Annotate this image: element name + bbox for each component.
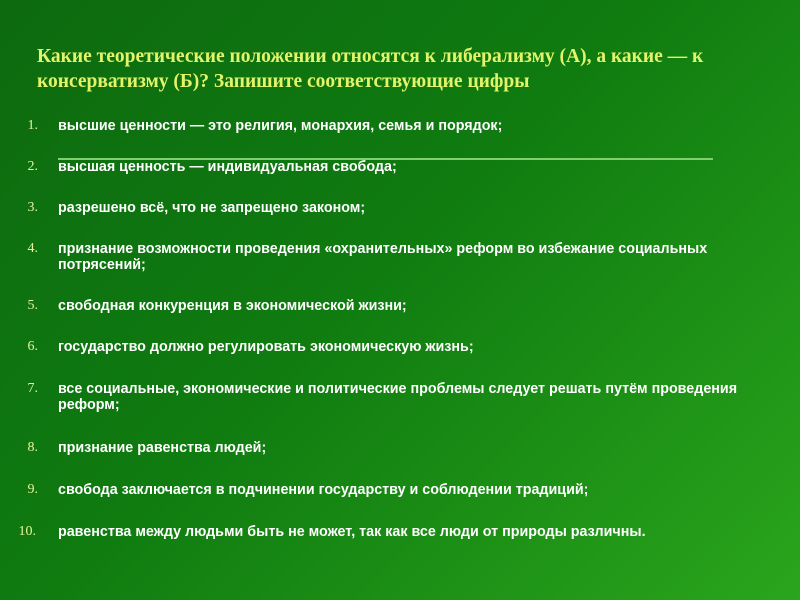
item-text: государство должно регулировать экономическую жизнь; (58, 339, 474, 355)
item-text: высшая ценность — индивидуальная свобода; (58, 159, 397, 175)
item-number: 5. (27, 298, 38, 313)
item-text: разрешено всё, что не запрещено законом; (58, 200, 366, 216)
item-text: равенства между людьми быть не может, так как все люди от природы различны. (58, 524, 646, 540)
item-number: 6. (27, 339, 38, 354)
item-text: признание равенства людей; (58, 440, 267, 456)
item-text: высшие ценности — это религия, монархия, семья и порядок; (58, 118, 503, 134)
item-text: все социальные, экономические и политические проблемы следует решать путём проведения реформ; (58, 381, 738, 413)
item-number: 10. (18, 524, 36, 539)
item-text: свобода заключается в подчинении государству и соблюдении традиций; (58, 482, 589, 498)
item-number: 1. (27, 118, 38, 133)
slide-title: Какие теоретические положении относятся к либерализму (А), а какие — к консерватизму (Б)? Запишите соответствующие цифры (37, 46, 704, 92)
item-number: 3. (27, 200, 38, 215)
item-text: признание возможности проведения «охранительных» реформ во избежание социальных потрясений; (58, 241, 708, 273)
item-number: 8. (27, 440, 38, 455)
item-number: 4. (27, 241, 38, 256)
item-number: 2. (27, 159, 38, 174)
item-number: 9. (27, 482, 38, 497)
item-text: свободная конкуренция в экономической жизни; (58, 298, 407, 314)
item-number: 7. (27, 381, 38, 396)
